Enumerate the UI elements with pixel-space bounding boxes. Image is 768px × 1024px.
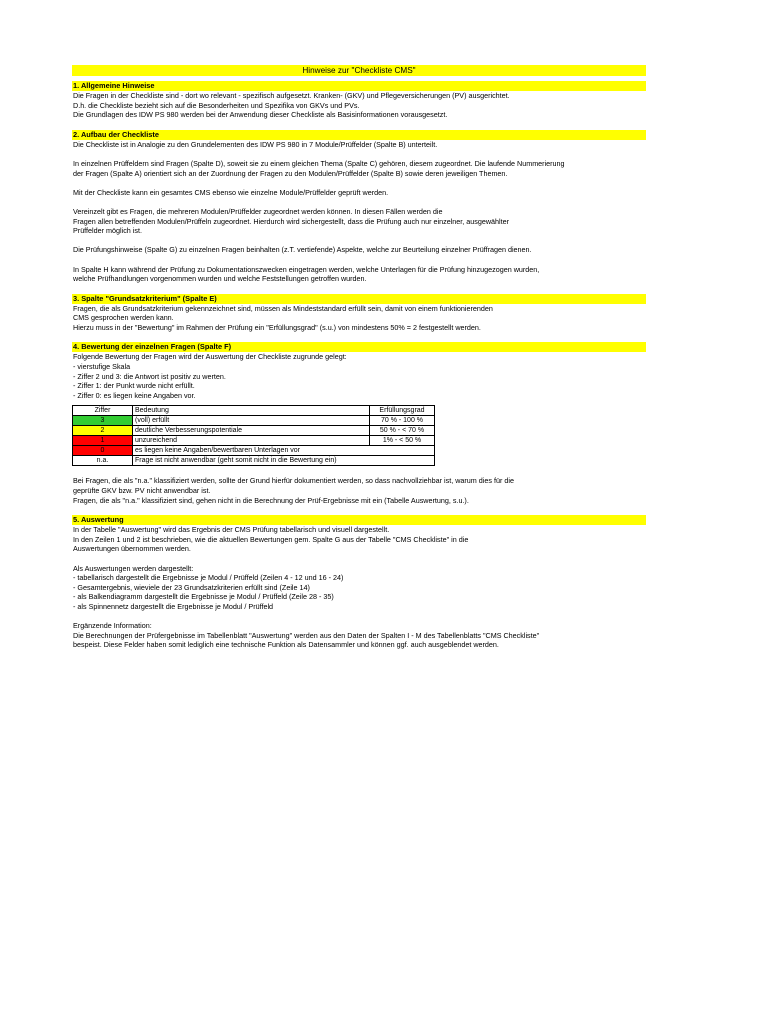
text-line: geprüfte GKV bzw. PV nicht anwendbar ist. xyxy=(73,486,211,496)
text-line: In den Zeilen 1 und 2 ist beschrieben, wie die aktuellen Bewertungen gem. Spalte G aus der Tabelle "CMS Checkliste" in die xyxy=(73,534,469,544)
legend-row xyxy=(73,456,435,466)
legend-meaning-cell: es liegen keine Angaben/bewertbaren Unterlagen vor xyxy=(133,446,435,456)
rating-legend-table xyxy=(72,405,435,466)
text-line: welche Prüfhandlungen vorgenommen wurden und welche Feststellungen getroffen wurden. xyxy=(73,274,367,284)
section-body xyxy=(72,91,646,120)
legend-meaning-cell: deutliche Verbesserungspotentiale xyxy=(133,426,370,436)
text-line: In Spalte H kann während der Prüfung zu Dokumentationszwecken eingetragen werden, welche Unterlagen für die Prüfung hinzugezogen wurden, xyxy=(73,264,540,274)
legend-digit-cell: 1 xyxy=(73,436,133,446)
na-notes xyxy=(72,476,646,505)
section-body xyxy=(72,304,646,333)
legend-row xyxy=(73,416,435,426)
legend-meaning-cell: (voll) erfüllt xyxy=(133,416,370,426)
blank-line xyxy=(72,236,646,246)
text-line: - Ziffer 1: der Punkt wurde nicht erfüllt. xyxy=(73,381,195,391)
section-heading: 2. Aufbau der Checkliste xyxy=(72,130,646,140)
text-line: bespeist. Diese Felder haben somit lediglich eine technische Funktion als Datensammler und können ggf. auch ausgeblendet werden. xyxy=(73,640,499,650)
document-page xyxy=(72,65,646,650)
legend-grade-cell: 1% - < 50 % xyxy=(370,436,435,446)
section-body xyxy=(72,525,646,650)
legend-row xyxy=(73,446,435,456)
text-line: - als Balkendiagramm dargestellt die Ergebnisse je Modul / Prüffeld (Zeile 28 - 35) xyxy=(73,592,334,602)
text-line: - vierstufige Skala xyxy=(73,362,131,372)
text-line: Die Prüfungshinweise (Spalte G) zu einzelnen Fragen beinhalten (z.T. vertiefende) Aspekte, welche zur Beurteilung einzelner Prüffragen dienen. xyxy=(73,245,532,255)
document-title: Hinweise zur "Checkliste CMS" xyxy=(72,65,646,76)
text-line: Fragen, die als Grundsatzkriterium gekennzeichnet sind, müssen als Mindeststandard erfüllt sein, damit von einem funktionierenden xyxy=(73,303,493,313)
legend-header-cell: Erfüllungsgrad xyxy=(370,406,435,416)
section-heading: 3. Spalte "Grundsatzkriterium" (Spalte E) xyxy=(72,294,646,304)
blank-line xyxy=(72,612,646,622)
legend-header-cell: Ziffer xyxy=(73,406,133,416)
text-line: D.h. die Checkliste bezieht sich auf die Besonderheiten und Spezifika von GKVs und PVs. xyxy=(73,100,360,110)
legend-header-row xyxy=(73,406,435,416)
text-line: Ergänzende Information: xyxy=(73,621,152,631)
text-line: Die Berechnungen der Prüfergebnisse im Tabellenblatt "Auswertung" werden aus den Daten der Spalten I - M des Tabellenblatts "CMS Checkliste" xyxy=(73,630,540,640)
text-line: - Ziffer 0: es liegen keine Angaben vor. xyxy=(73,390,196,400)
legend-digit-cell: n.a. xyxy=(73,456,133,466)
text-line: Fragen, die als "n.a." klassifiziert sind, gehen nicht in die Berechnung der Prüf-Ergebnisse mit ein (Tabelle Auswertung, s.u.). xyxy=(73,495,469,505)
blank-line xyxy=(72,255,646,265)
text-line: - Ziffer 2 und 3: die Antwort ist positiv zu werten. xyxy=(73,371,226,381)
text-line: - Gesamtergebnis, wieviele der 23 Grundsatzkriterien erfüllt sind (Zeile 14) xyxy=(73,582,310,592)
legend-row xyxy=(73,436,435,446)
blank-line xyxy=(72,178,646,188)
text-line: Mit der Checkliste kann ein gesamtes CMS ebenso wie einzelne Module/Prüffelder geprüft werden. xyxy=(73,187,389,197)
text-line: - tabellarisch dargestellt die Ergebnisse je Modul / Prüffeld (Zeilen 4 - 12 und 16 - 24) xyxy=(73,573,344,583)
legend-grade-cell: 50 % - < 70 % xyxy=(370,426,435,436)
legend-row xyxy=(73,426,435,436)
blank-line xyxy=(72,149,646,159)
text-line: Hierzu muss in der "Bewertung" im Rahmen der Prüfung ein "Erfüllungsgrad" (s.u.) von mindestens 50% = 2 festgestellt werden. xyxy=(73,322,481,332)
text-line: In der Tabelle "Auswertung" wird das Ergebnis der CMS Prüfung tabellarisch und visuell dargestellt. xyxy=(73,525,390,535)
section-body xyxy=(72,140,646,284)
text-line: - als Spinnennetz dargestellt die Ergebnisse je Modul / Prüffeld xyxy=(73,601,274,611)
section-heading: 1. Allgemeine Hinweise xyxy=(72,81,646,91)
text-line: In einzelnen Prüffeldern sind Fragen (Spalte D), soweit sie zu einem gleichen Thema (Spalte C) gehören, diesem zugeordnet. Die laufende Nummerierung xyxy=(73,158,565,168)
sections-container xyxy=(72,81,646,400)
legend-digit-cell: 3 xyxy=(73,416,133,426)
text-line: Auswertungen übernommen werden. xyxy=(73,544,191,554)
blank-line xyxy=(72,197,646,207)
text-line: Vereinzelt gibt es Fragen, die mehreren Modulen/Prüffelder zugeordnet werden können. In diesen Fällen werden die xyxy=(73,206,443,216)
text-line: CMS gesprochen werden kann. xyxy=(73,313,174,323)
legend-digit-cell: 0 xyxy=(73,446,133,456)
text-line: Bei Fragen, die als "n.a." klassifiziert werden, sollte der Grund hierfür dokumentiert werden, so dass nachvollziehbar ist, warum dies für die xyxy=(73,476,514,486)
blank-line xyxy=(72,554,646,564)
text-line: Fragen allen betreffenden Modulen/Prüffeln zugeordnet. Hierdurch wird sichergestellt, dass die Prüfung auch nur einzelner, ausgewählter xyxy=(73,216,510,226)
legend-header-cell: Bedeutung xyxy=(133,406,370,416)
text-line: Als Auswertungen werden dargestellt: xyxy=(73,563,194,573)
text-line: der Fragen (Spalte A) orientiert sich an der Zuordnung der Fragen zu den Modulen/Prüffelder (Spalte B) sowie deren jeweiligen Themen. xyxy=(73,168,508,178)
text-line: Prüffelder möglich ist. xyxy=(73,226,142,236)
legend-grade-cell: 70 % - 100 % xyxy=(370,416,435,426)
legend-meaning-cell: Frage ist nicht anwendbar (geht somit nicht in die Bewertung ein) xyxy=(133,456,435,466)
section-heading: 4. Bewertung der einzelnen Fragen (Spalte F) xyxy=(72,342,646,352)
legend-digit-cell: 2 xyxy=(73,426,133,436)
legend-meaning-cell: unzureichend xyxy=(133,436,370,446)
text-line: Die Fragen in der Checkliste sind - dort wo relevant - spezifisch aufgesetzt. Kranken- (GKV) und Pflegeversicherungen (PV) ausgerichtet. xyxy=(73,91,510,100)
text-line: Die Grundlagen des IDW PS 980 werden bei der Anwendung dieser Checkliste als Basisinformationen vorausgesetzt. xyxy=(73,110,448,120)
text-line: Folgende Bewertung der Fragen wird der Auswertung der Checkliste zugrunde gelegt: xyxy=(73,352,347,362)
section-heading: 5. Auswertung xyxy=(72,515,646,525)
section-body xyxy=(72,352,646,400)
text-line: Die Checkliste ist in Analogie zu den Grundelementen des IDW PS 980 in 7 Module/Prüffelder (Spalte B) unterteilt. xyxy=(73,139,438,149)
